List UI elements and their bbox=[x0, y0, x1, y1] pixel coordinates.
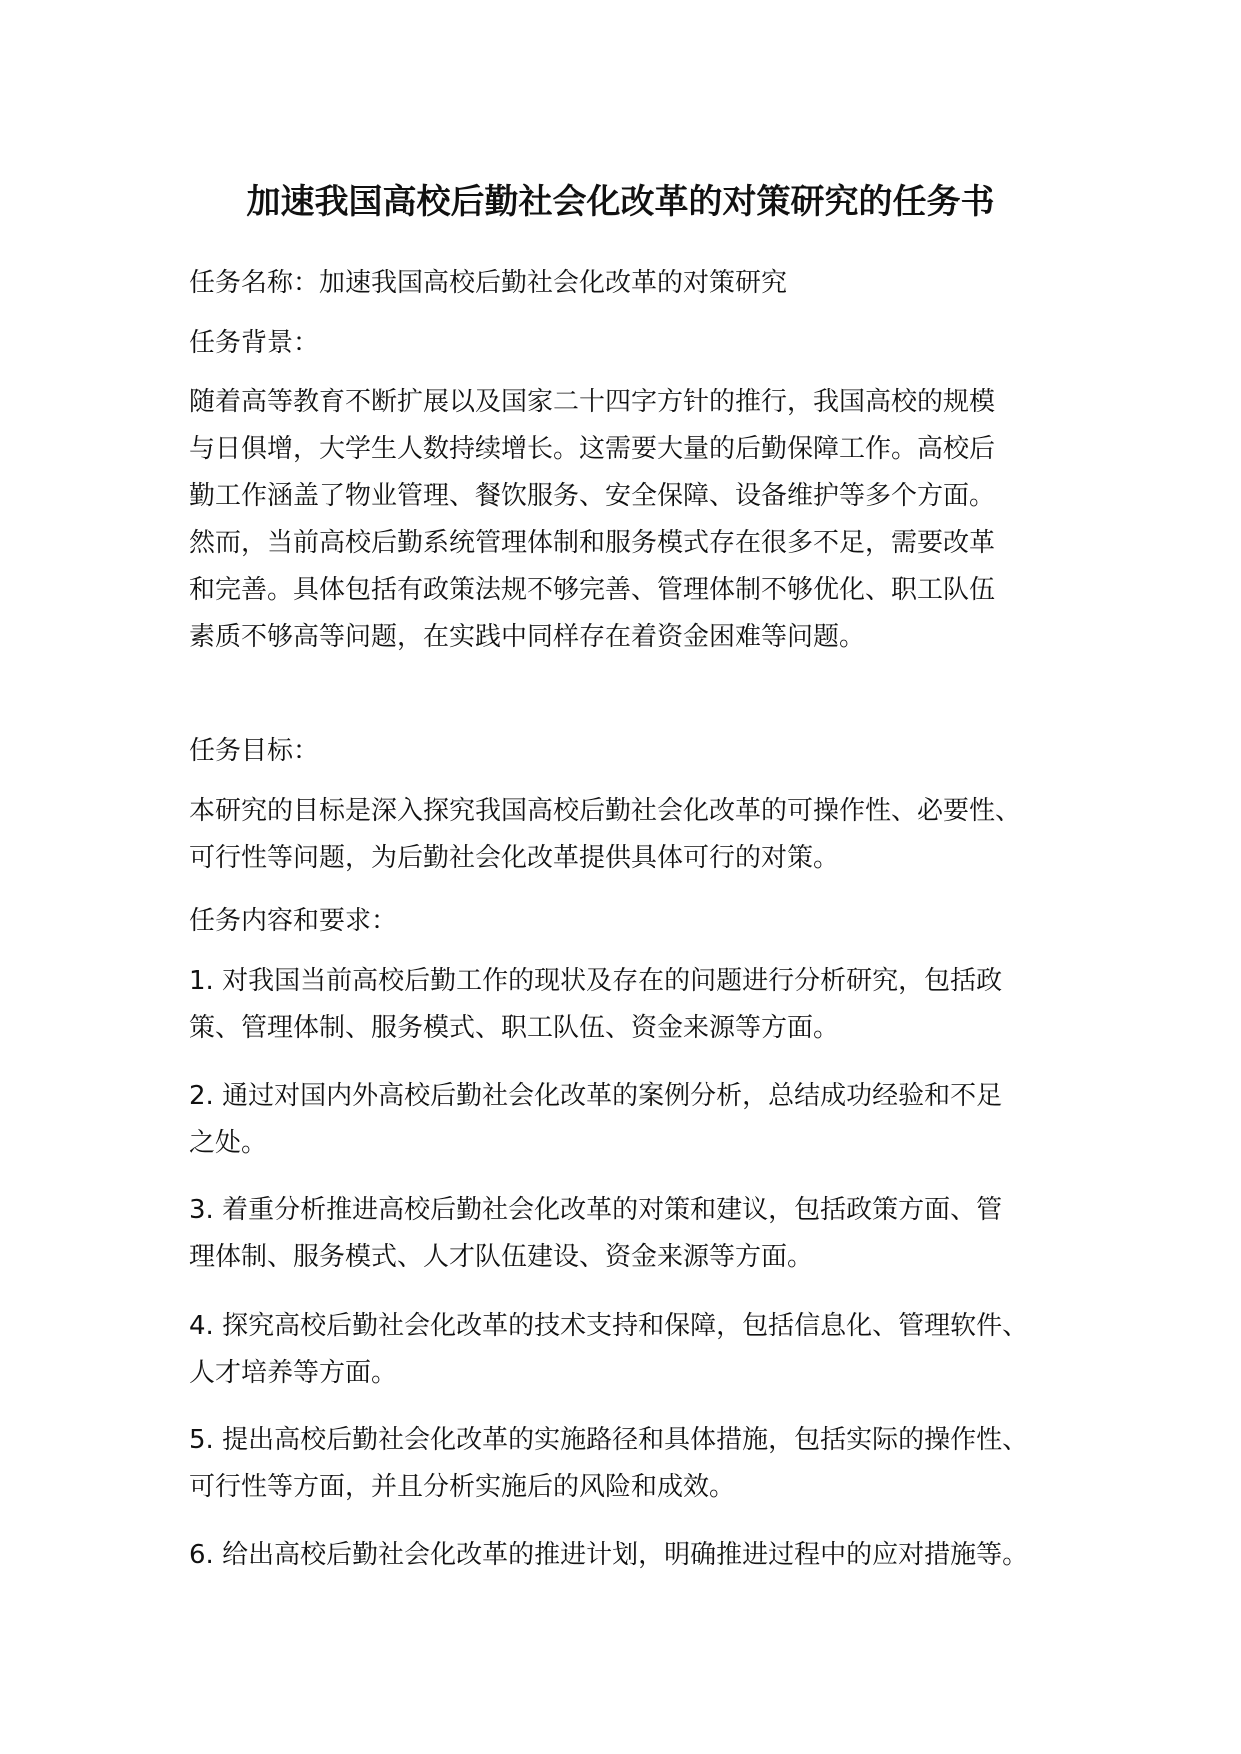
content-heading: 任务内容和要求： bbox=[189, 906, 398, 936]
list-item-line: 3. 着重分析推进高校后勤社会化改革的对策和建议，包括政策方面、管 bbox=[189, 1195, 1003, 1225]
paragraph-line: 和完善。具体包括有政策法规不够完善、管理体制不够优化、职工队伍 bbox=[189, 575, 996, 605]
list-item-line: 策、管理体制、服务模式、职工队伍、资金来源等方面。 bbox=[189, 1013, 840, 1043]
background-paragraph bbox=[189, 379, 1079, 661]
list-item bbox=[189, 958, 1079, 1052]
list-item bbox=[189, 1532, 1079, 1579]
background-heading: 任务背景： bbox=[189, 328, 320, 358]
paragraph-line: 可行性等问题，为后勤社会化改革提供具体可行的对策。 bbox=[189, 843, 840, 873]
list-item bbox=[189, 1073, 1079, 1167]
list-item-line: 之处。 bbox=[189, 1128, 268, 1158]
list-item-line: 理体制、服务模式、人才队伍建设、资金来源等方面。 bbox=[189, 1242, 814, 1272]
paragraph-line: 素质不够高等问题，在实践中同样存在着资金困难等问题。 bbox=[189, 622, 866, 652]
list-item bbox=[189, 1303, 1079, 1397]
paragraph-line: 本研究的目标是深入探究我国高校后勤社会化改革的可操作性、必要性、 bbox=[189, 796, 1022, 826]
paragraph-line: 勤工作涵盖了物业管理、餐饮服务、安全保障、设备维护等多个方面。 bbox=[189, 481, 996, 511]
task-name: 任务名称：加速我国高校后勤社会化改革的对策研究 bbox=[189, 268, 788, 298]
goal-paragraph bbox=[189, 788, 1079, 882]
list-item-line: 1. 对我国当前高校后勤工作的现状及存在的问题进行分析研究，包括政 bbox=[189, 966, 1003, 996]
paragraph-line: 与日俱增，大学生人数持续增长。这需要大量的后勤保障工作。高校后 bbox=[189, 434, 996, 464]
paragraph-line: 然而，当前高校后勤系统管理体制和服务模式存在很多不足，需要改革 bbox=[189, 528, 996, 558]
goal-heading: 任务目标： bbox=[189, 736, 320, 766]
document-title: 加速我国高校后勤社会化改革的对策研究的任务书 bbox=[246, 182, 995, 222]
list-item-line: 6. 给出高校后勤社会化改革的推进计划，明确推进过程中的应对措施等。 bbox=[189, 1540, 1029, 1570]
list-item-line: 可行性等方面，并且分析实施后的风险和成效。 bbox=[189, 1472, 736, 1502]
list-item bbox=[189, 1417, 1079, 1511]
list-item-line: 5. 提出高校后勤社会化改革的实施路径和具体措施，包括实际的操作性、 bbox=[189, 1425, 1029, 1455]
list-item-line: 4. 探究高校后勤社会化改革的技术支持和保障，包括信息化、管理软件、 bbox=[189, 1311, 1029, 1341]
list-item bbox=[189, 1187, 1079, 1281]
paragraph-line: 随着高等教育不断扩展以及国家二十四字方针的推行，我国高校的规模 bbox=[189, 387, 996, 417]
list-item-line: 2. 通过对国内外高校后勤社会化改革的案例分析，总结成功经验和不足 bbox=[189, 1081, 1003, 1111]
list-item-line: 人才培养等方面。 bbox=[189, 1358, 398, 1388]
